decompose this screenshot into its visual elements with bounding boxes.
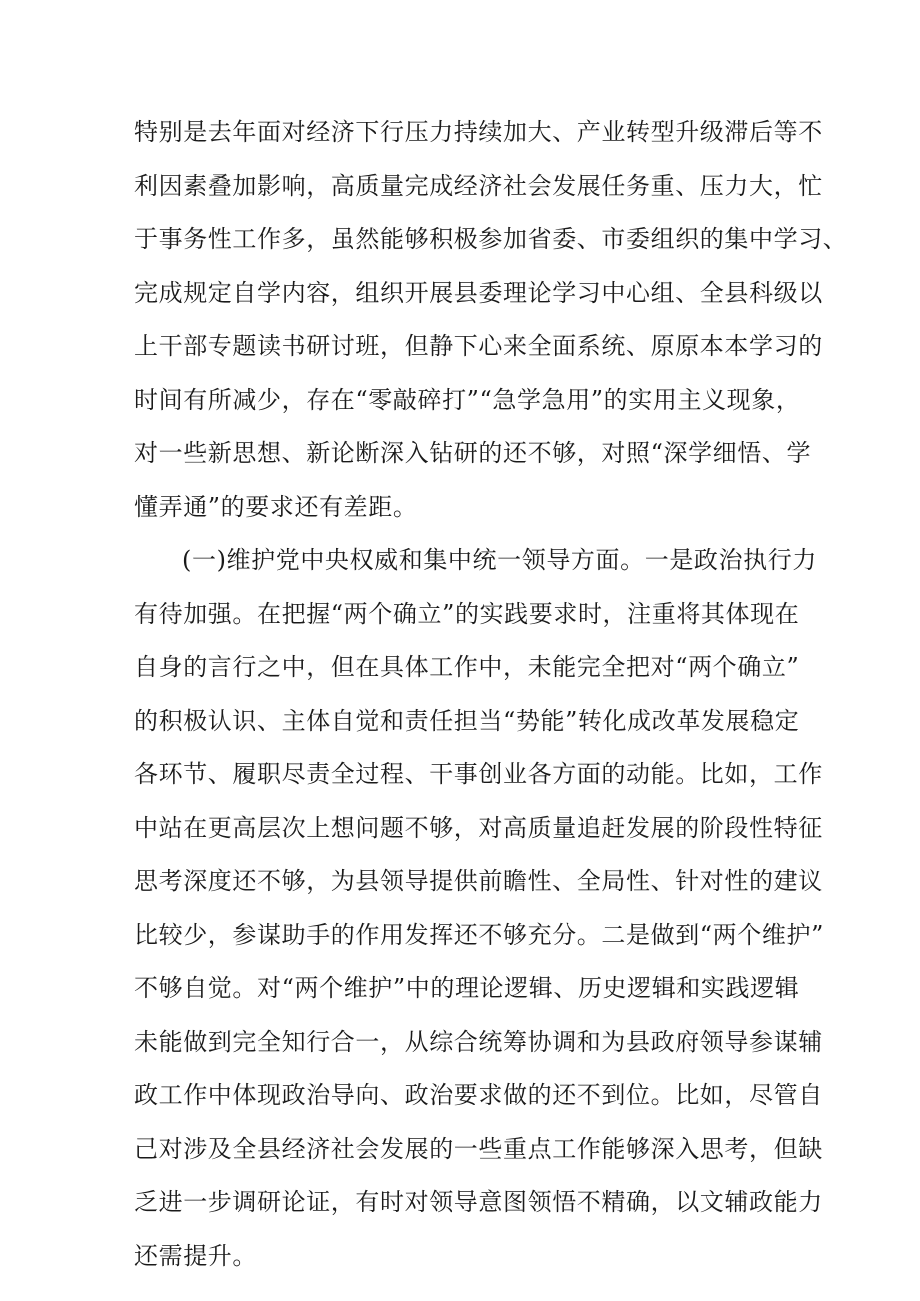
paragraph-line: 上干部专题读书研讨班，但静下心来全面系统、原原本本学习的 [134, 332, 823, 360]
paragraph-line: 乏进一步调研论证，有时对领导意图领悟不精确，以文辅政能力 [134, 1188, 823, 1216]
paragraph-line: 未能做到完全知行合一，从综合统筹协调和为县政府领导参谋辅 [134, 1027, 823, 1056]
paragraph-2 [134, 534, 824, 1283]
paragraph-line: 完成规定自学内容，组织开展县委理论学习中心组、全县科级以 [134, 278, 823, 307]
paragraph-1 [134, 106, 848, 534]
paragraph-line: 比较少，参谋助手的作用发挥还不够充分。二是做到“两个维护” [134, 920, 824, 949]
paragraph-line: 政工作中体现政治导向、政治要求做的还不到位。比如，尽管自 [134, 1081, 823, 1109]
paragraph-line: 懂弄通”的要求还有差距。 [134, 492, 418, 521]
paragraph-line: 中站在更高层次上想问题不够，对高质量追赶发展的阶段性特征 [134, 813, 823, 842]
paragraph-line: 有待加强。在把握“两个确立”的实践要求时，注重将其体现在 [134, 599, 800, 628]
paragraph-line: 于事务性工作多，虽然能够积极参加省委、市委组织的集中学习、 [134, 225, 848, 253]
paragraph-line: 时间有所减少，存在“零敲碎打”“急学急用”的实用主义现象， [134, 385, 801, 414]
paragraph-line: 各环节、履职尽责全过程、干事创业各方面的动能。比如，工作 [134, 760, 823, 788]
document-body [134, 106, 848, 1283]
paragraph-line: 思考深度还不够，为县领导提供前瞻性、全局性、针对性的建议 [134, 867, 823, 895]
paragraph-line: 还需提升。 [134, 1241, 257, 1270]
paragraph-line: 利因素叠加影响，高质量完成经济社会发展任务重、压力大，忙 [134, 171, 823, 200]
paragraph-line: 对一些新思想、新论断深入钻研的还不够，对照“深学细悟、学 [134, 439, 812, 467]
paragraph-line: 不够自觉。对“两个维护”中的理论逻辑、历史逻辑和实践逻辑 [134, 974, 800, 1002]
paragraph-line: 自身的言行之中，但在具体工作中，未能完全把对“两个确立” [134, 653, 800, 681]
paragraph-line: 己对涉及全县经济社会发展的一些重点工作能够深入思考，但缺 [134, 1134, 823, 1163]
paragraph-line: (一)维护党中央权威和集中统一领导方面。一是政治执行力 [182, 546, 817, 574]
paragraph-line: 特别是去年面对经济下行压力持续加大、产业转型升级滞后等不 [134, 118, 823, 146]
paragraph-line: 的积极认识、主体自觉和责任担当“势能”转化成改革发展稳定 [134, 706, 800, 735]
